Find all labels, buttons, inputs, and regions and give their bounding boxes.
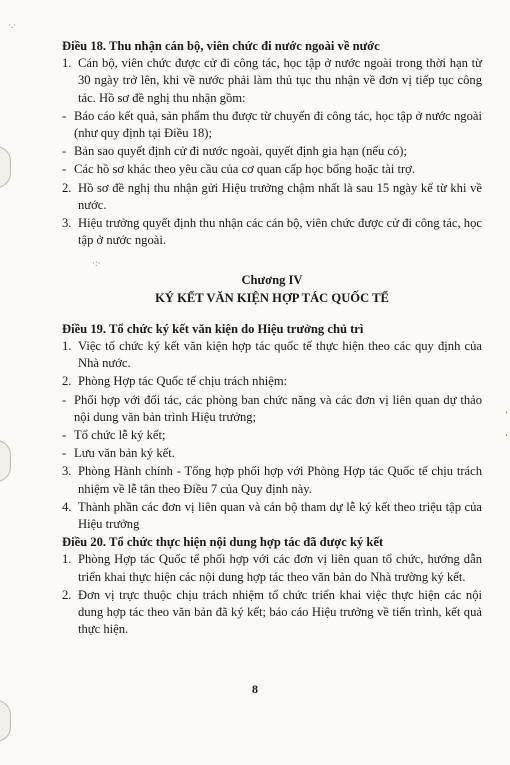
list-item: 1. Phòng Hợp tác Quốc tế phối hợp với các đơn vị liên quan tổ chức, hướng dẫn triển khai thực hiện các nội dung hợp tác theo văn bản do Nhà trường ký kết.	[62, 552, 482, 584]
article-20-items	[62, 551, 482, 638]
chapter-title: KÝ KẾT VĂN KIỆN HỢP TÁC QUỐC TẾ	[155, 290, 389, 305]
list-item: 3. Phòng Hành chính - Tổng hợp phối hợp với Phòng Hợp tác Quốc tế chịu trách nhiệm về lễ tân theo Điều 7 của Quy định này.	[62, 464, 482, 496]
scan-speck: ·:·	[92, 258, 101, 268]
scan-speck: ·.·	[8, 20, 17, 30]
list-item: 1. Cán bộ, viên chức được cử đi công tác, học tập ở nước ngoài trong thời hạn từ 30 ngày trở lên, khi về nước phải làm thủ tục thu nhận về đơn vị tiếp tục công tác. Hồ sơ đề nghị thu nhận gồm:	[62, 56, 482, 105]
list-item: - Tổ chức lễ ký kết;	[62, 428, 166, 443]
binder-hole-top	[0, 146, 11, 188]
list-item: 3. Hiệu trưởng quyết định thu nhận các cán bộ, viên chức được cử đi công tác, học tập ở nước ngoài.	[62, 216, 482, 248]
page-content	[62, 38, 482, 640]
list-item: 2. Phòng Hợp tác Quốc tế chịu trách nhiệm:	[62, 374, 288, 389]
list-item: - Các hồ sơ khác theo yêu cầu của cơ quan cấp học bổng hoặc tài trợ.	[62, 162, 415, 177]
article-20-heading: Điều 20. Tổ chức thực hiện nội dung hợp tác đã được ký kết	[62, 535, 384, 550]
list-item: 2. Đơn vị trực thuộc chịu trách nhiệm tổ chức triển khai việc thực hiện các nội dung hợp tác theo văn bản đã ký kết; báo cáo Hiệu trưởng về tiến trình, kết quả thực hiện.	[62, 587, 482, 637]
article-19-items	[62, 338, 482, 533]
edge-mark: ’	[505, 410, 508, 420]
list-item: - Phối hợp với đối tác, các phòng ban chức năng và các đơn vị liên quan dự thảo nội dung văn bản trình Hiệu trưởng;	[62, 392, 482, 424]
article-18-heading: Điều 18. Thu nhận cán bộ, viên chức đi nước ngoài về nước	[62, 39, 380, 53]
article-18-items	[62, 55, 482, 249]
list-item: - Báo cáo kết quả, sản phẩm thu được từ chuyến đi công tác, học tập ở nước ngoài (như quy định tại Điều 18);	[62, 108, 482, 141]
list-item: 1. Việc tổ chức ký kết văn kiện hợp tác quốc tế thực hiện theo các quy định của Nhà nước.	[62, 339, 482, 371]
binder-hole-middle	[0, 440, 11, 482]
list-item: 2. Hồ sơ đề nghị thu nhận gửi Hiệu trưởng chậm nhất là sau 15 ngày kể từ khi về nước.	[62, 180, 482, 212]
article-19-heading: Điều 19. Tổ chức ký kết văn kiện do Hiệu trưởng chủ trì	[62, 321, 364, 336]
list-item: - Bản sao quyết định cử đi nước ngoài, quyết định gia hạn (nếu có);	[62, 144, 407, 159]
list-item: - Lưu văn bản ký kết.	[62, 446, 175, 461]
binder-hole-bottom	[0, 700, 11, 742]
page-number: 8	[252, 682, 258, 696]
edge-mark: ‘	[505, 432, 508, 442]
list-item: 4. Thành phần các đơn vị liên quan và cán bộ tham dự lễ ký kết theo triệu tập của Hiệu trưởng	[62, 499, 482, 532]
chapter-label: Chương IV	[241, 273, 303, 288]
